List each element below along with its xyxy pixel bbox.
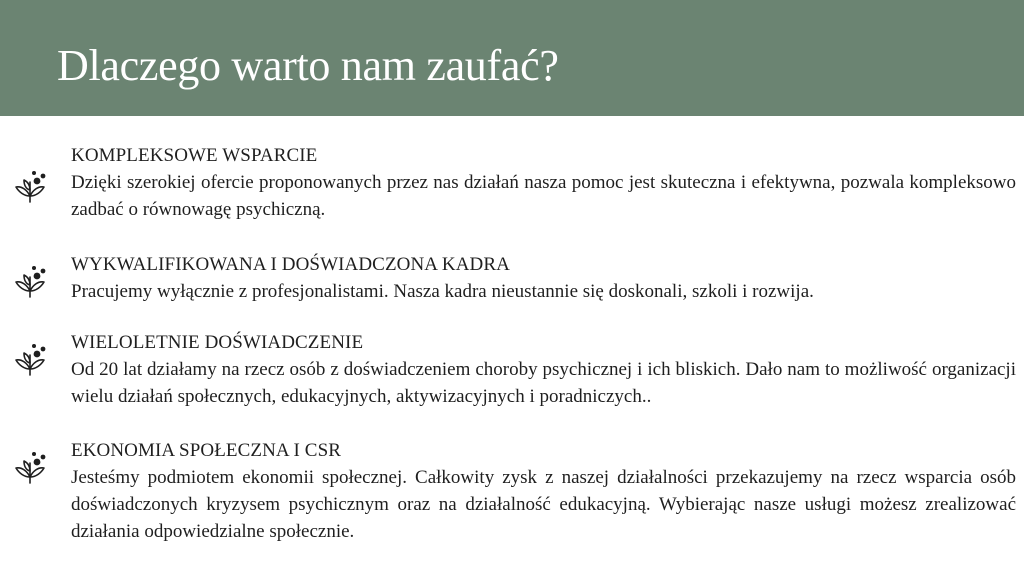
feature-description: Dzięki szerokiej ofercie proponowanych przez nas działań nasza pomoc jest skuteczna i efektywna, pozwala kompleksowo zadbać o równowagę psychiczną. [71,172,1016,220]
feature-description: Jesteśmy podmiotem ekonomii społecznej. Całkowity zysk z naszej działalności przekazujemy na rzecz wsparcia osób doświadczonych kryzysem psychicznym oraz na działalność edukacyjną. Wybierając nasze usługi możesz zrealizować działania odpowiedzialne społecznie. [71,467,1016,542]
sprout-icon [10,339,50,379]
sprout-icon [10,261,50,301]
feature-description: Pracujemy wyłącznie z profesjonalistami. Nasza kadra nieustannie się doskonali, szkoli i rozwija. [71,281,814,302]
feature-title: WYKWALIFIKOWANA I DOŚWIADCZONA KADRA [71,254,510,275]
feature-title: KOMPLEKSOWE WSPARCIE [71,145,318,166]
sprout-icon [10,166,50,206]
slide-title: Dlaczego warto nam zaufać? [57,41,559,90]
feature-title: EKONOMIA SPOŁECZNA I CSR [71,440,342,461]
feature-title: WIELOLETNIE DOŚWIADCZENIE [71,332,364,353]
slide-header [0,0,1024,116]
sprout-icon [10,447,50,487]
feature-description: Od 20 lat działamy na rzecz osób z doświadczeniem choroby psychicznej i ich bliskich. Dało nam to możliwość organizacji wielu działań społecznych, edukacyjnych, aktywizacyjnych i poradniczych.. [71,359,1016,407]
